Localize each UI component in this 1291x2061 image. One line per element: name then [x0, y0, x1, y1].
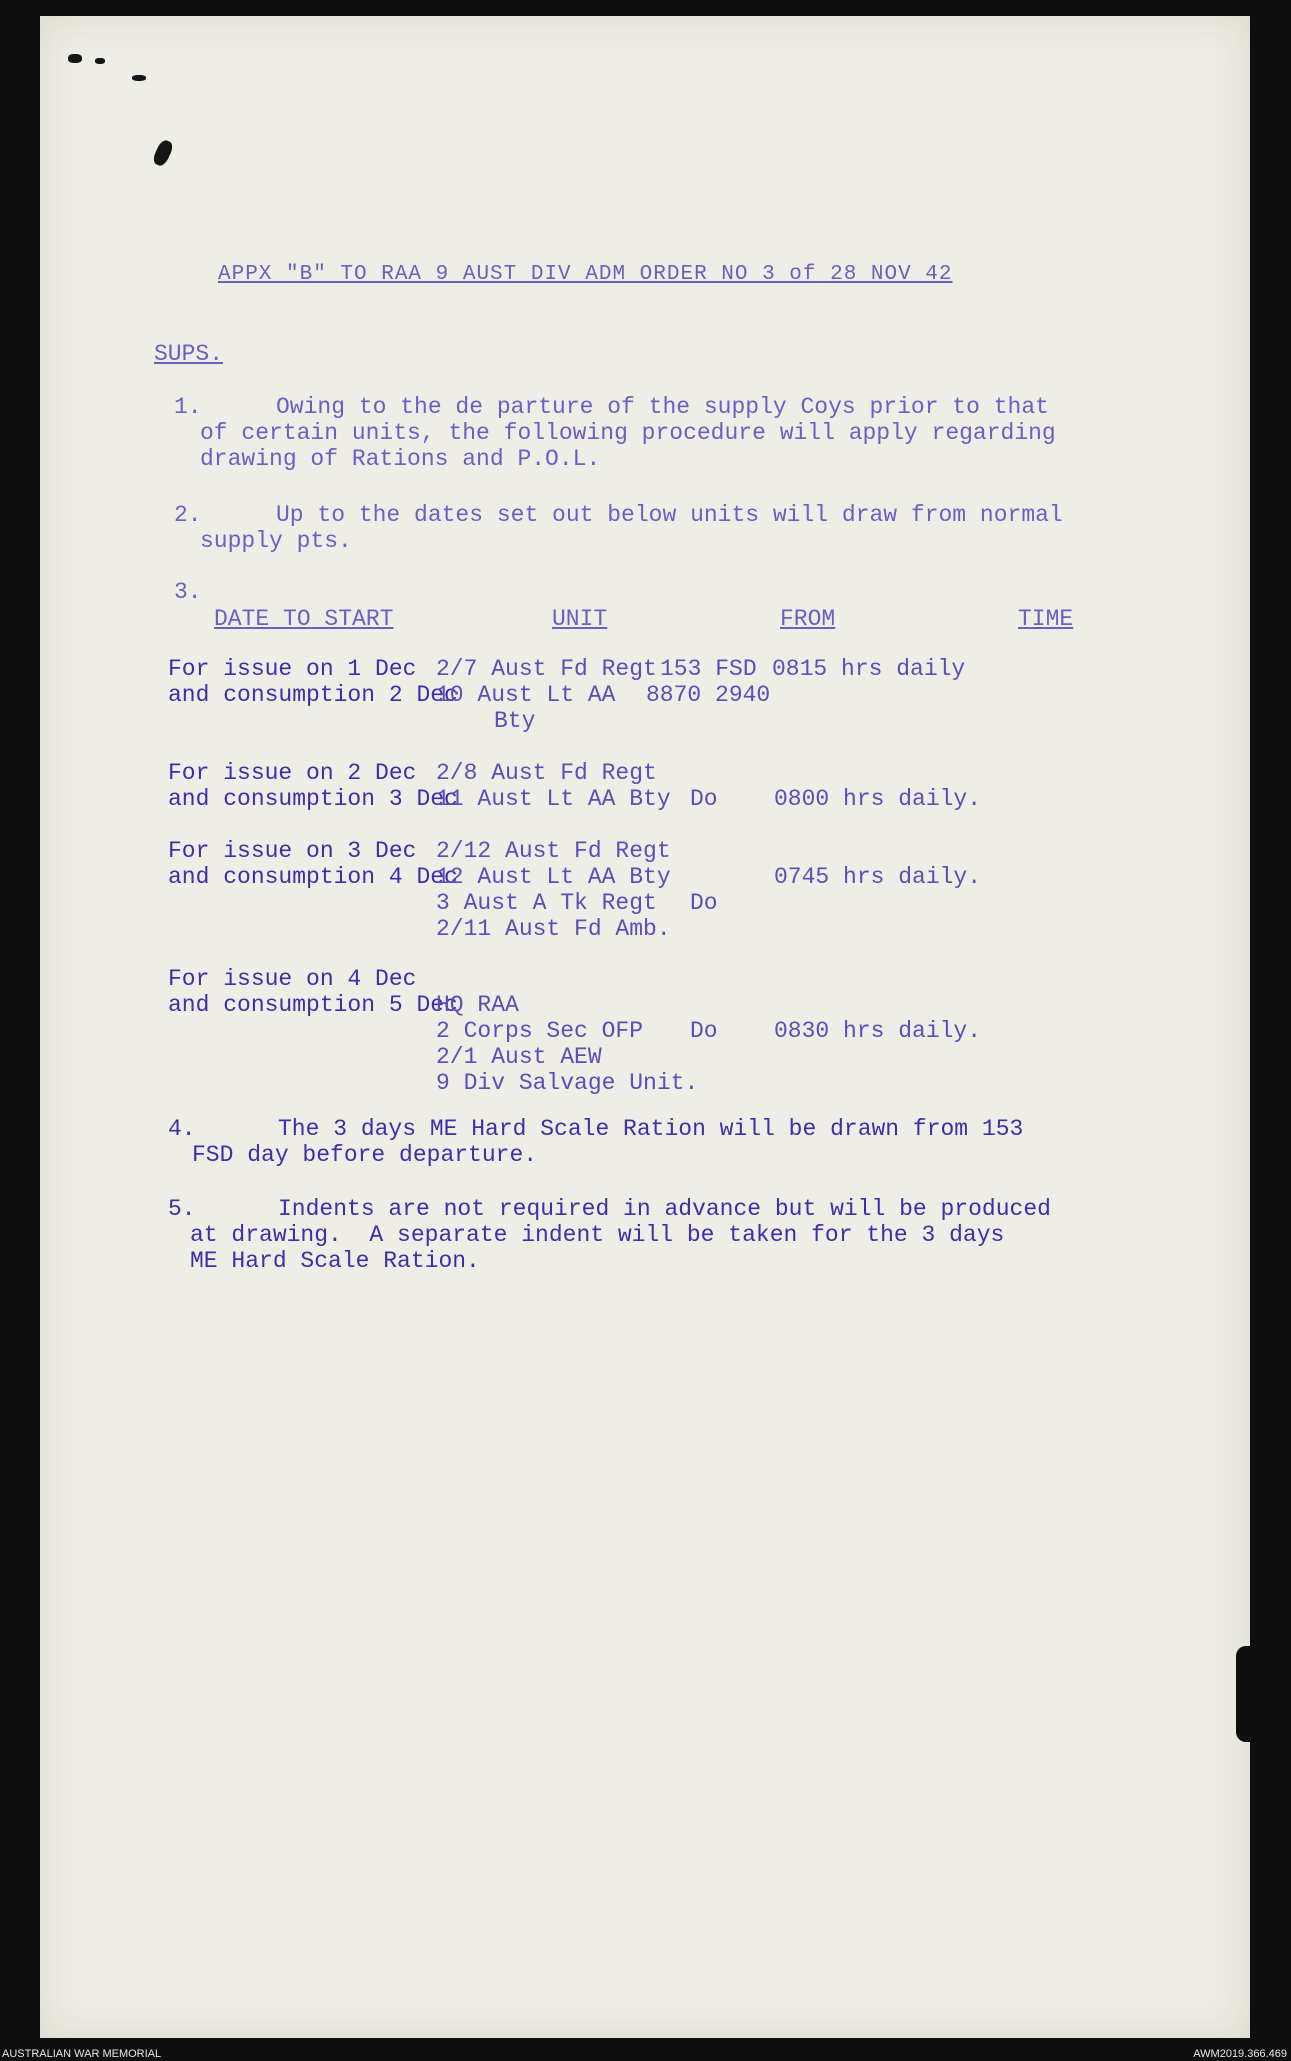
table-row-time: 0830 hrs daily. [774, 1018, 982, 1044]
column-header-date: DATE TO START [214, 606, 394, 632]
ink-stain-mark [68, 54, 82, 63]
table-row-from: Do [690, 1018, 718, 1044]
table-row-from: Do [690, 786, 718, 812]
table-row-date: and consumption 3 Dec [168, 786, 458, 812]
table-row-date: For issue on 2 Dec [168, 760, 417, 786]
table-row-unit: 2/8 Aust Fd Regt [436, 760, 657, 786]
page-edge-tear [1236, 1646, 1250, 1742]
ink-stain-mark [95, 58, 105, 64]
para4-line: The 3 days ME Hard Scale Ration will be drawn from 153 [278, 1116, 1024, 1142]
para5-line: ME Hard Scale Ration. [190, 1248, 480, 1274]
table-row-unit: Bty [494, 708, 536, 734]
para1-line: of certain units, the following procedure will apply regarding [200, 420, 1056, 446]
column-header-unit: UNIT [552, 606, 608, 632]
table-row-unit: HQ RAA [436, 992, 519, 1018]
column-header-from: FROM [780, 606, 836, 632]
para5-line: at drawing. A separate indent will be taken for the 3 days [190, 1222, 1005, 1248]
ink-stain-mark [132, 75, 146, 81]
table-row-date: For issue on 1 Dec [168, 656, 417, 682]
table-row-time: 0800 hrs daily. [774, 786, 982, 812]
table-row-unit: 12 Aust Lt AA Bty [436, 864, 671, 890]
para2-line: supply pts. [200, 528, 352, 554]
column-header-time: TIME [1018, 606, 1074, 632]
table-row-date: For issue on 4 Dec [168, 966, 417, 992]
para5-number: 5. [168, 1196, 196, 1222]
footer-accession-number: AWM2019.366.469 [1193, 2048, 1287, 2060]
section-heading: SUPS. [154, 341, 224, 367]
table-row-unit: 2/1 Aust AEW [436, 1044, 602, 1070]
table-row-unit: 2/7 Aust Fd Regt [436, 656, 657, 682]
footer-credit: AUSTRALIAN WAR MEMORIAL [2, 2048, 162, 2060]
table-row-unit: 10 Aust Lt AA [436, 682, 616, 708]
para2-line: Up to the dates set out below units will draw from normal [276, 502, 1063, 528]
para1-line: drawing of Rations and P.O.L. [200, 446, 601, 472]
para4-line: FSD day before departure. [192, 1142, 538, 1168]
table-row-unit: 2/12 Aust Fd Regt [436, 838, 671, 864]
para3-number: 3. [174, 579, 202, 605]
table-row-from: Do [690, 890, 718, 916]
table-row-date: and consumption 4 Dec [168, 864, 458, 890]
para1-line: Owing to the de parture of the supply Coys prior to that [276, 394, 1049, 420]
table-row-date: and consumption 5 Dec [168, 992, 458, 1018]
table-row-unit: 9 Div Salvage Unit. [436, 1070, 699, 1096]
table-row-unit: 3 Aust A Tk Regt [436, 890, 657, 916]
table-row-date: For issue on 3 Dec [168, 838, 417, 864]
para5-line: Indents are not required in advance but will be produced [278, 1196, 1051, 1222]
table-row-time: 0745 hrs daily. [774, 864, 982, 890]
table-row-unit: 11 Aust Lt AA Bty [436, 786, 671, 812]
document-title: APPX "B" TO RAA 9 AUST DIV ADM ORDER NO 3 of 28 NOV 42 [218, 263, 953, 286]
para1-number: 1. [174, 394, 202, 420]
table-row-from: 153 FSD [660, 656, 757, 682]
ink-stain-mark [151, 138, 175, 167]
table-row-from: 8870 2940 [646, 682, 771, 708]
table-row-time: 0815 hrs daily [772, 656, 966, 682]
table-row-date: and consumption 2 Dec [168, 682, 458, 708]
para2-number: 2. [174, 502, 202, 528]
para4-number: 4. [168, 1116, 196, 1142]
document-page [40, 16, 1250, 2038]
table-row-unit: 2/11 Aust Fd Amb. [436, 916, 671, 942]
table-row-unit: 2 Corps Sec OFP [436, 1018, 644, 1044]
